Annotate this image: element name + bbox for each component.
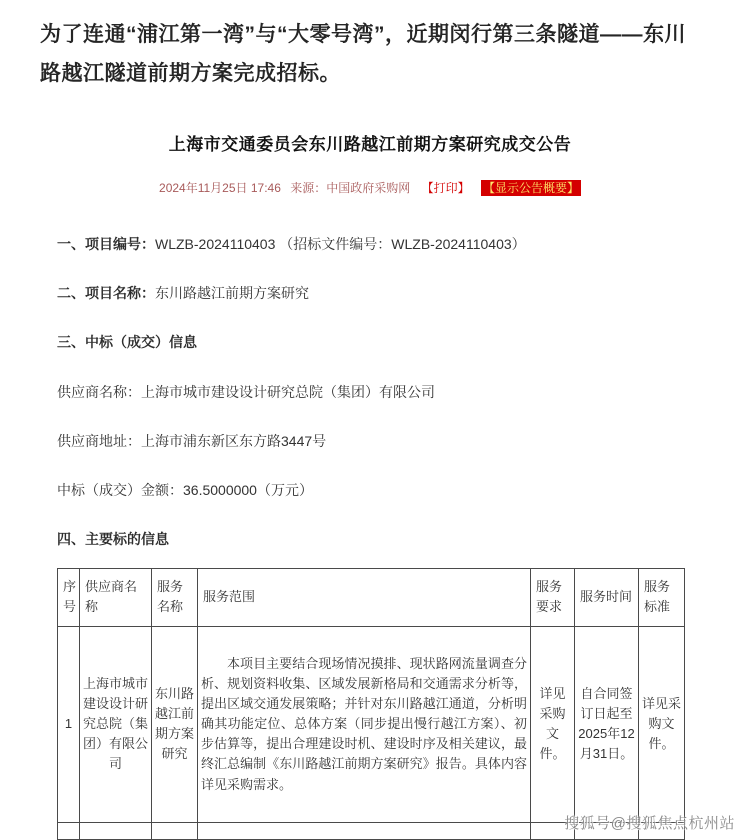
announcement-body <box>57 234 683 550</box>
table-row <box>58 626 685 822</box>
cell-standard: 详见采购文件。 <box>639 626 685 822</box>
table-header-cell-requirement: 服务要求 <box>531 568 575 626</box>
bid-table <box>57 568 685 840</box>
field-supplier-address <box>57 431 683 451</box>
field-label: 二、项目名称： <box>57 284 155 301</box>
cell-scope: 本项目主要结合现场情况摸排、现状路网流量调查分析、规划资料收集、区域发展新格局和交通需求分析等，提出区域交通发展策略；并针对东川路越江通道，分析明确其功能定位、总体方案（同步提出慢行越江方案）、初步估算等，提出合理建设时机、建设时序及相关建议，最终汇总编制《东川路越江前期方案研究》报告。具体内容详见采购需求。 <box>198 626 531 822</box>
meta-datetime: 2024年11月25日 17:46 <box>159 180 281 195</box>
cell-no: 1 <box>58 626 80 822</box>
cell-time: 自合同签订日起至2025年12月31日。 <box>575 626 639 822</box>
field-label: 四、主要标的信息 <box>57 531 169 548</box>
field-value: WLZB-2024110403 （招标文件编号：WLZB-2024110403） <box>155 235 526 252</box>
field-project-number <box>57 234 683 254</box>
table-header-row <box>58 568 685 626</box>
field-main-subject-heading <box>57 529 683 549</box>
table-header-cell-standard: 服务标准 <box>639 568 685 626</box>
field-supplier-name <box>57 382 683 402</box>
table-header-cell-scope: 服务范围 <box>198 568 531 626</box>
empty-cell <box>80 822 152 839</box>
meta-source: 来源：中国政府采购网 <box>290 180 411 195</box>
print-link[interactable]: 【打印】 <box>421 180 470 195</box>
announcement-title: 上海市交通委员会东川路越江前期方案研究成交公告 <box>168 134 572 154</box>
field-label: 一、项目编号： <box>57 235 155 252</box>
empty-cell <box>58 822 80 839</box>
field-project-name <box>57 283 683 303</box>
table-header-cell-service-name: 服务名称 <box>152 568 198 626</box>
cell-requirement: 详见采购文件。 <box>531 626 575 822</box>
table-header-cell-no: 序号 <box>58 568 80 626</box>
cell-supplier: 上海市城市建设设计研究总院（集团）有限公司 <box>80 626 152 822</box>
field-value: 东川路越江前期方案研究 <box>155 284 309 301</box>
summary-toggle-badge[interactable]: 【显示公告概要】 <box>482 180 579 195</box>
cell-service-name: 东川路越江前期方案研究 <box>152 626 198 822</box>
field-value: 中标（成交）金额：36.5000000（万元） <box>57 482 313 499</box>
field-award-amount <box>57 480 683 500</box>
field-value: 供应商名称：上海市城市建设设计研究总院（集团）有限公司 <box>57 383 435 400</box>
empty-cell <box>198 822 531 839</box>
empty-cell <box>152 822 198 839</box>
field-value: 供应商地址：上海市浦东新区东方路3447号 <box>57 432 327 449</box>
field-award-info-heading <box>57 332 683 352</box>
announcement-meta <box>0 179 740 196</box>
watermark: 搜狐号@搜狐焦点杭州站 <box>564 815 735 832</box>
table-header-cell-supplier: 供应商名称 <box>80 568 152 626</box>
table-header-cell-time: 服务时间 <box>575 568 639 626</box>
intro-paragraph: 为了连通“浦江第一湾”与“大零号湾”，近期闵行第三条隧道——东川路越江隧道前期方案完成招标。 <box>40 23 686 85</box>
field-label: 三、中标（成交）信息 <box>57 334 197 351</box>
bid-table-container <box>57 568 684 840</box>
